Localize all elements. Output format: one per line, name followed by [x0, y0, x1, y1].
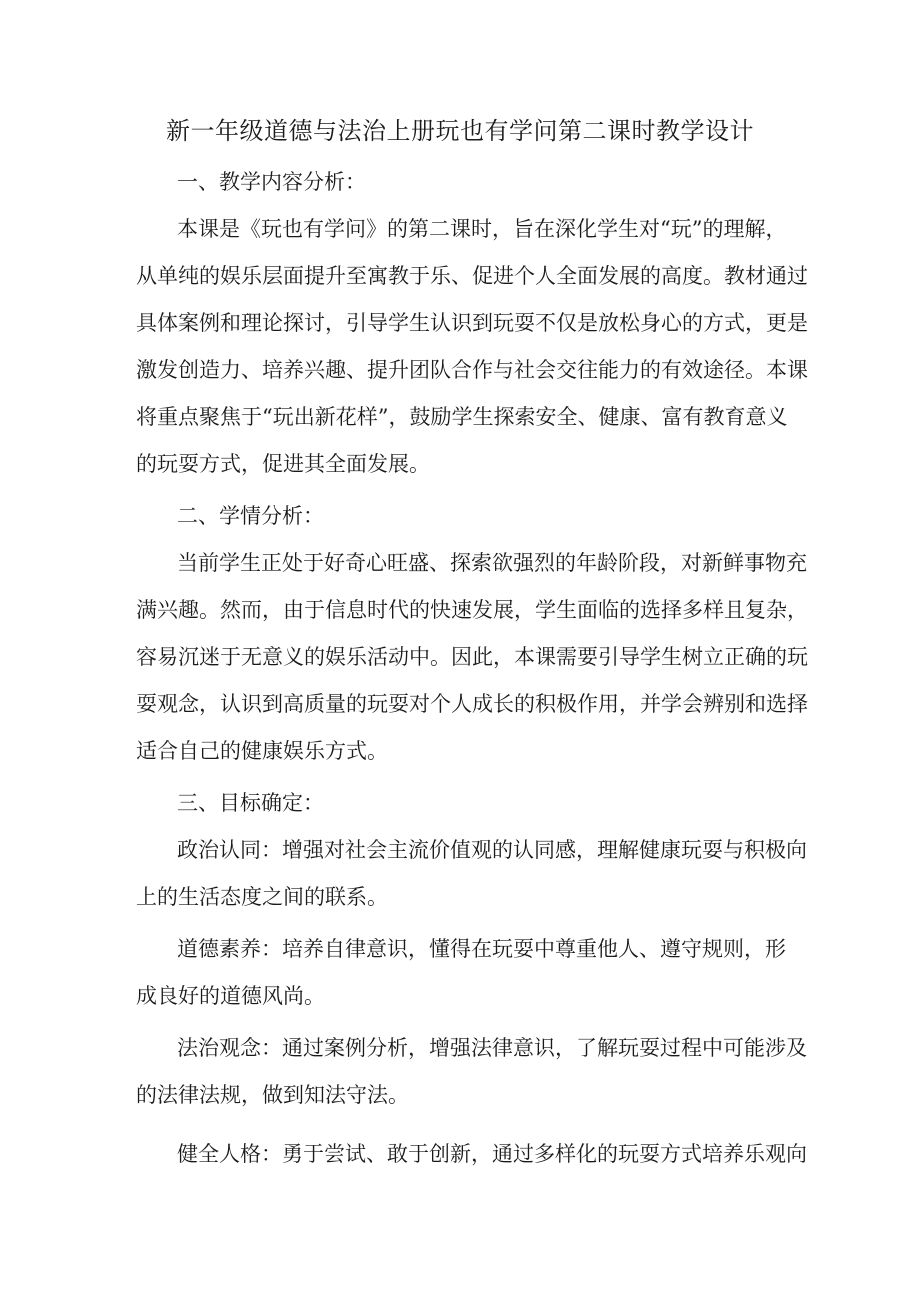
section1-p1-line2: 从单纯的娱乐层面提升至寓教于乐、促进个人全面发展的高度。教材通过 [136, 264, 808, 288]
moral-line2: 成良好的道德风尚。 [136, 984, 325, 1008]
section2-p1-line5: 适合自己的健康娱乐方式。 [136, 739, 388, 763]
section2-heading: 二、学情分析： [177, 504, 324, 528]
legal-line1: 法治观念：通过案例分析，增强法律意识，了解玩耍过程中可能涉及 [177, 1036, 807, 1060]
moral-line1: 道德素养：培养自律意识，懂得在玩耍中尊重他人、遵守规则，形 [177, 937, 786, 961]
section2-p1-line2: 满兴趣。然而，由于信息时代的快速发展，学生面临的选择多样且复杂， [136, 598, 808, 622]
document-title: 新一年级道德与法治上册玩也有学问第二课时教学设计 [166, 117, 754, 145]
legal-line2: 的法律法规，做到知法守法。 [136, 1083, 409, 1107]
section2-p1-line4: 耍观念，认识到高质量的玩耍对个人成长的积极作用，并学会辨别和选择 [136, 692, 808, 716]
personality-line1: 健全人格：勇于尝试、敢于创新，通过多样化的玩耍方式培养乐观向 [177, 1142, 807, 1166]
section1-p1-line4: 激发创造力、培养兴趣、提升团队合作与社会交往能力的有效途径。本课 [136, 358, 808, 382]
political-line2: 上的生活态度之间的联系。 [136, 885, 388, 909]
section3-heading: 三、目标确定： [177, 791, 324, 815]
section2-p1-line3: 容易沉迷于无意义的娱乐活动中。因此，本课需要引导学生树立正确的玩 [136, 645, 808, 669]
section1-p1-line5: 将重点聚焦于“玩出新花样”，鼓励学生探索安全、健康、富有教育意义 [136, 405, 788, 429]
section1-p1-line6: 的玩耍方式，促进其全面发展。 [136, 452, 430, 476]
section1-p1-line3: 具体案例和理论探讨，引导学生认识到玩耍不仅是放松身心的方式，更是 [136, 311, 808, 335]
section1-p1-line1: 本课是《玩也有学问》的第二课时，旨在深化学生对“玩”的理解， [177, 217, 787, 241]
section2-p1-line1: 当前学生正处于好奇心旺盛、探索欲强烈的年龄阶段，对新鲜事物充 [177, 551, 807, 575]
section1-heading: 一、教学内容分析： [177, 170, 366, 194]
political-line1: 政治认同：增强对社会主流价值观的认同感，理解健康玩耍与积极向 [177, 838, 807, 862]
